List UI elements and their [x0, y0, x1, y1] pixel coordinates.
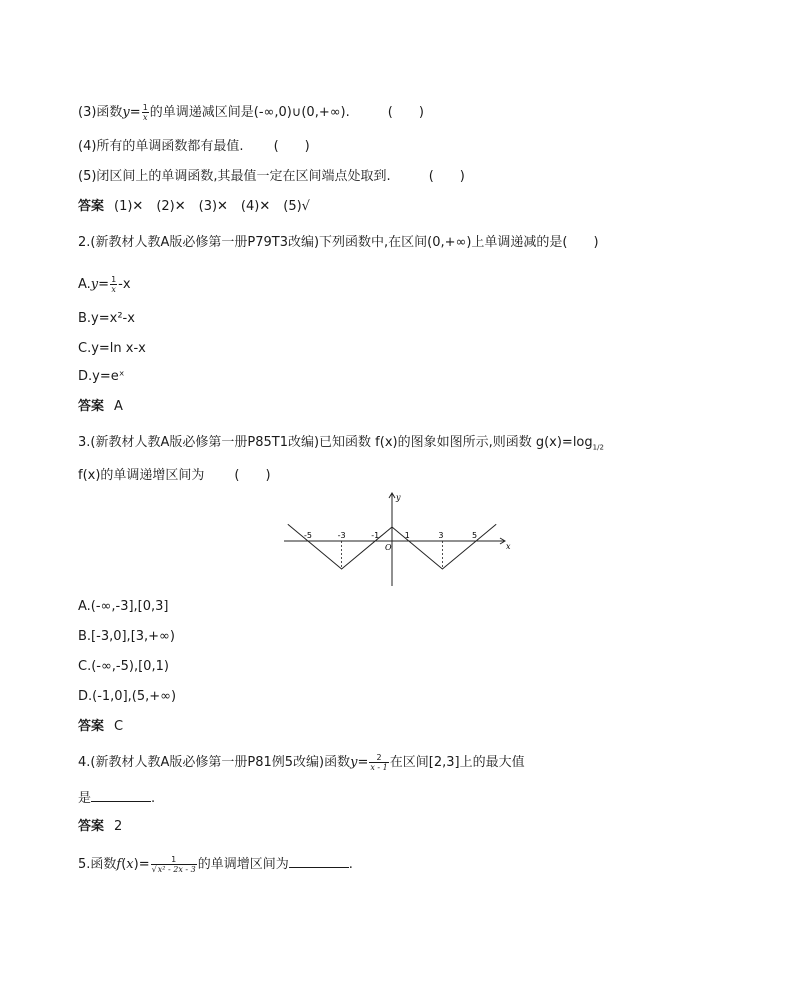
problem-4-line2: 是 .	[78, 791, 156, 806]
problem-2-option-c: C.y=ln x-x	[78, 341, 146, 356]
problem-5-stem: 5.函数f(x)= $\frac{1}{\text{√x² - 2x - 3}}$ 的单调增区间为 .	[78, 855, 353, 874]
tick-label: 1	[404, 531, 410, 540]
problem-4-stem: 4.(新教材人教A版必修第一册P81例5改编)函数y= $\frac{2}{x - 1}$ 在区间[2,3]上的最大值	[78, 753, 525, 772]
problem-2-option-b: B.y=x²-x	[78, 311, 135, 326]
fraction-1-over-x: $\frac{1}{x}$	[142, 103, 148, 122]
tick-label: 3	[438, 531, 444, 540]
answer-3: 答案 C	[78, 719, 124, 734]
answer-1: 答案 (1)✕ (2)✕ (3)✕ (4)✕ (5)√	[78, 199, 310, 214]
answer-blank[interactable]	[289, 855, 349, 868]
x-axis-label: x	[506, 542, 511, 551]
problem-2-stem: 2.(新教材人教A版必修第一册P79T3改编)下列函数中,在区间(0,+∞)上单调递减的是( )	[78, 235, 599, 250]
tick-label: 5	[472, 531, 478, 540]
answer-blank[interactable]	[91, 789, 151, 802]
answer-2: 答案 A	[78, 399, 123, 414]
statement-4: (4)所有的单调函数都有最值. ( )	[78, 139, 310, 154]
problem-3-option-d: D.(-1,0],(5,+∞)	[78, 689, 177, 704]
tick-label: -5	[304, 531, 312, 540]
answer-paren: ( )	[387, 105, 424, 120]
tick-label: -1	[371, 531, 380, 540]
problem-3-option-c: C.(-∞,-5),[0,1)	[78, 659, 169, 674]
problem-2-option-d: D.y=eˣ	[78, 369, 125, 384]
problem-3-option-b: B.[-3,0],[3,+∞)	[78, 629, 175, 644]
tick-label: -3	[337, 531, 346, 540]
origin-label: O	[385, 543, 392, 552]
answer-4: 答案 2	[78, 819, 123, 834]
answer-paren: ( )	[428, 169, 465, 184]
function-y: y	[122, 105, 130, 120]
problem-3-option-a: A.(-∞,-3],[0,3]	[78, 599, 169, 614]
statement-5: (5)闭区间上的单调函数,其最值一定在区间端点处取到. ( )	[78, 169, 465, 184]
problem-2-option-a: A.y= $\frac{1}{x}$ -x	[78, 275, 131, 294]
statement-3: (3)函数y= $\frac{1}{x}$ 的单调递减区间是(-∞,0)∪(0,+∞). ( )	[78, 103, 424, 122]
answer-paren: ( )	[273, 139, 310, 154]
y-axis-label: y	[396, 493, 401, 502]
function-graph	[282, 492, 512, 588]
problem-3-stem-line2: f(x)的单调递增区间为 ( )	[78, 468, 271, 483]
problem-3-stem: 3.(新教材人教A版必修第一册P85T1改编)已知函数 f(x)的图象如图所示,则函数 $g(x)=\log_{1/2}$	[78, 435, 604, 452]
graph-tick-labels	[304, 531, 477, 540]
